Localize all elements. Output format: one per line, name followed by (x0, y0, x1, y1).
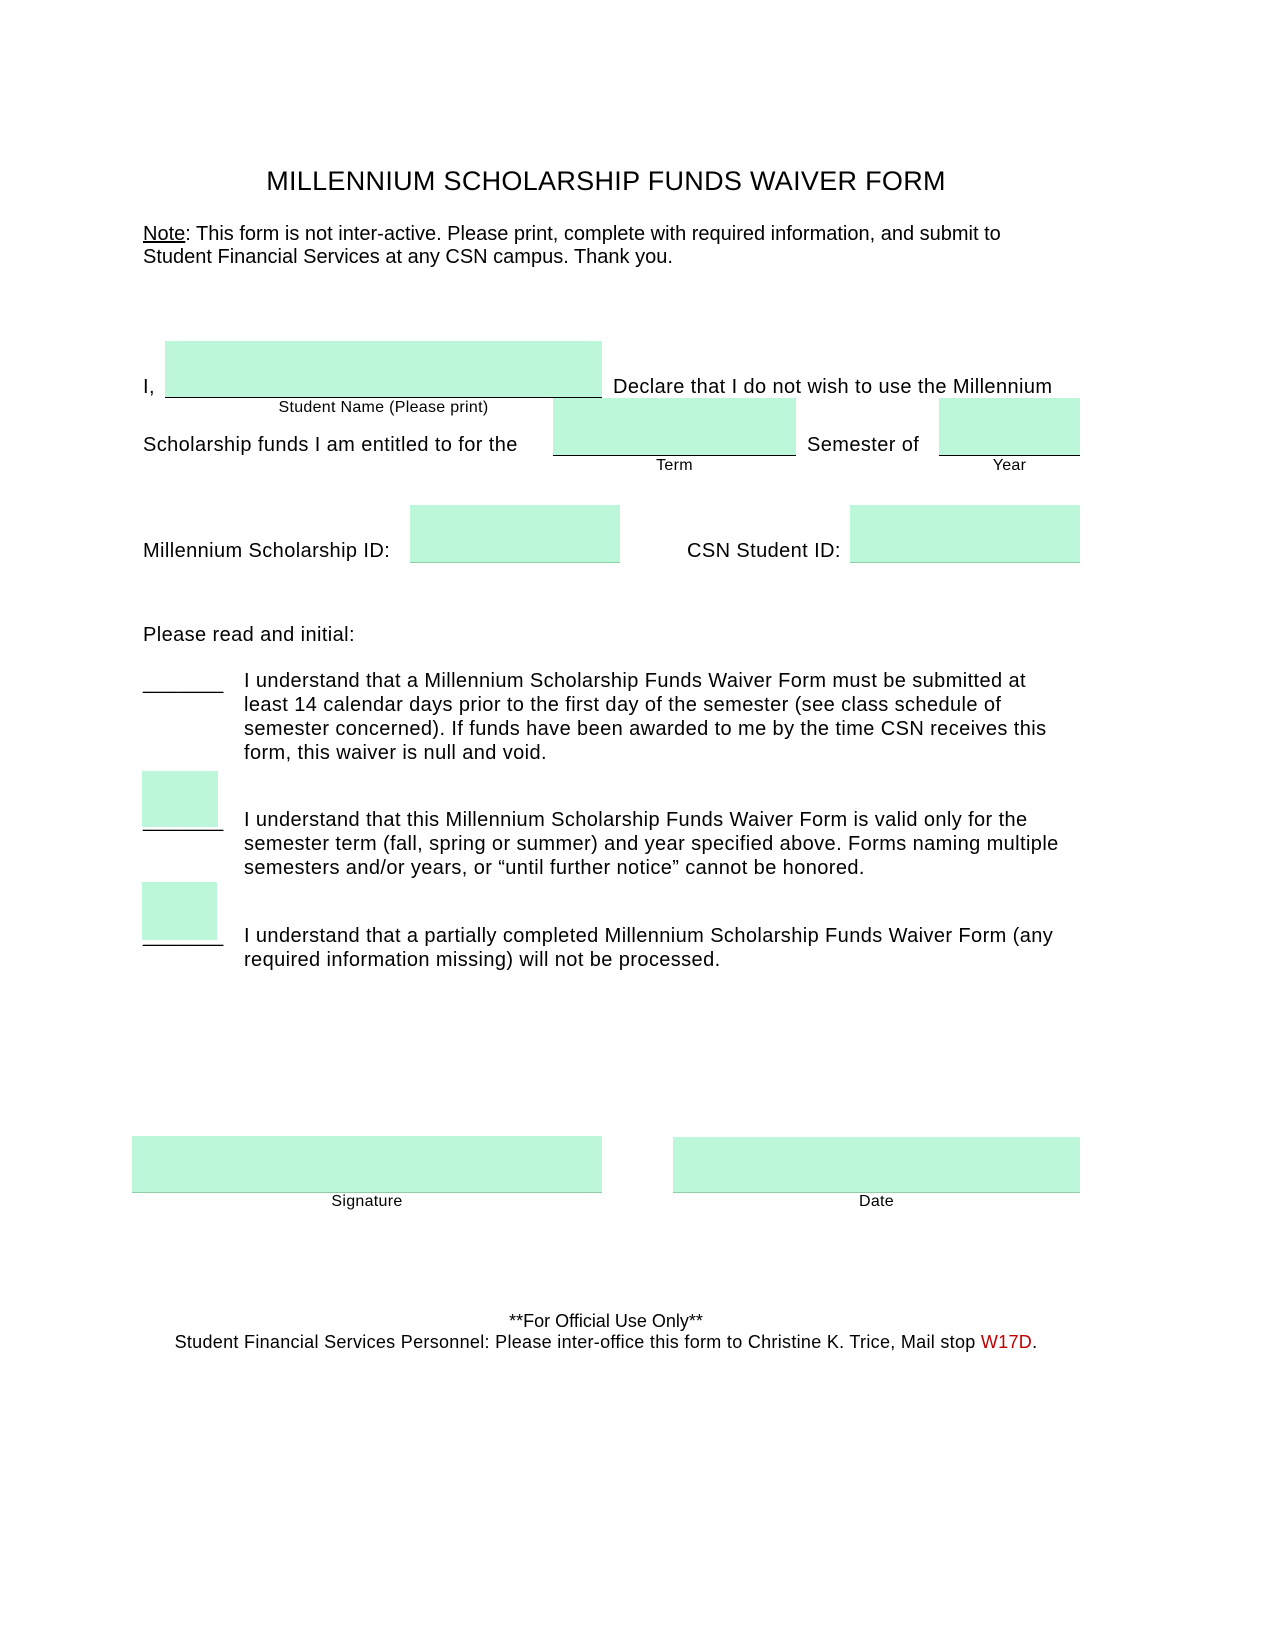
semester-of-text: Semester of (807, 434, 920, 456)
signature-label: Signature (331, 1193, 403, 1210)
signature-field[interactable] (132, 1136, 602, 1192)
term-label: Term (656, 457, 693, 474)
millennium-id-underline (410, 562, 620, 563)
read-initial-heading: Please read and initial: (143, 624, 355, 646)
official-use-period: . (1032, 1332, 1038, 1352)
date-field[interactable] (673, 1137, 1080, 1192)
declare-text: Declare that I do not wish to use the Millennium (613, 376, 1053, 398)
date-label: Date (859, 1193, 894, 1210)
year-label: Year (992, 457, 1027, 474)
note-text (143, 223, 1001, 269)
official-use-line (0, 1332, 1212, 1353)
student-name-label: Student Name (Please print) (278, 399, 489, 416)
note-label: Note (143, 223, 186, 245)
term-field[interactable] (553, 398, 796, 455)
initial-blank-2: _______ (143, 810, 224, 832)
csn-id-field[interactable] (850, 505, 1080, 562)
note-line-2: Student Financial Services at any CSN campus. Thank you. (143, 246, 673, 268)
mail-stop-code: W17D (980, 1332, 1033, 1352)
initial-blank-3: _______ (143, 925, 224, 947)
statement-2: I understand that this Millennium Scholarship Funds Waiver Form is valid only for the semester term (fall, spring or summer) and year specified above. Forms naming multiple semesters and/or years, or “until further notice” cannot be honored. (244, 809, 1059, 879)
student-name-field[interactable] (165, 341, 602, 397)
millennium-id-field[interactable] (410, 505, 620, 562)
official-use-heading: **For Official Use Only** (509, 1311, 703, 1331)
statement-1: I understand that a Millennium Scholarship Funds Waiver Form must be submitted at least 14 calendar days prior to the first day of the semester (see class schedule of semester concerned). If funds have been awarded to me by the time CSN receives this form, this waiver is null and void. (244, 670, 1047, 764)
millennium-id-label: Millennium Scholarship ID: (143, 540, 391, 562)
csn-id-label: CSN Student ID: (687, 540, 841, 562)
year-underline (939, 455, 1080, 456)
note-line-1: : This form is not inter-active. Please print, complete with required information, and submit to (185, 223, 1001, 245)
official-use-text: Student Financial Services Personnel: Please inter-office this form to Christine K. Trice, Mail stop (174, 1332, 981, 1352)
student-name-underline (165, 397, 602, 398)
entitled-text: Scholarship funds I am entitled to for the (143, 434, 518, 456)
year-field[interactable] (939, 398, 1080, 455)
csn-id-underline (850, 562, 1080, 563)
term-underline (553, 455, 796, 456)
i-prefix: I, (143, 376, 155, 398)
initial-blank-1[interactable]: _______ (143, 672, 224, 694)
page-title: MILLENNIUM SCHOLARSHIP FUNDS WAIVER FORM (266, 166, 946, 196)
statement-3: I understand that a partially completed Millennium Scholarship Funds Waiver Form (any required information missing) will not be processed. (244, 925, 1054, 971)
